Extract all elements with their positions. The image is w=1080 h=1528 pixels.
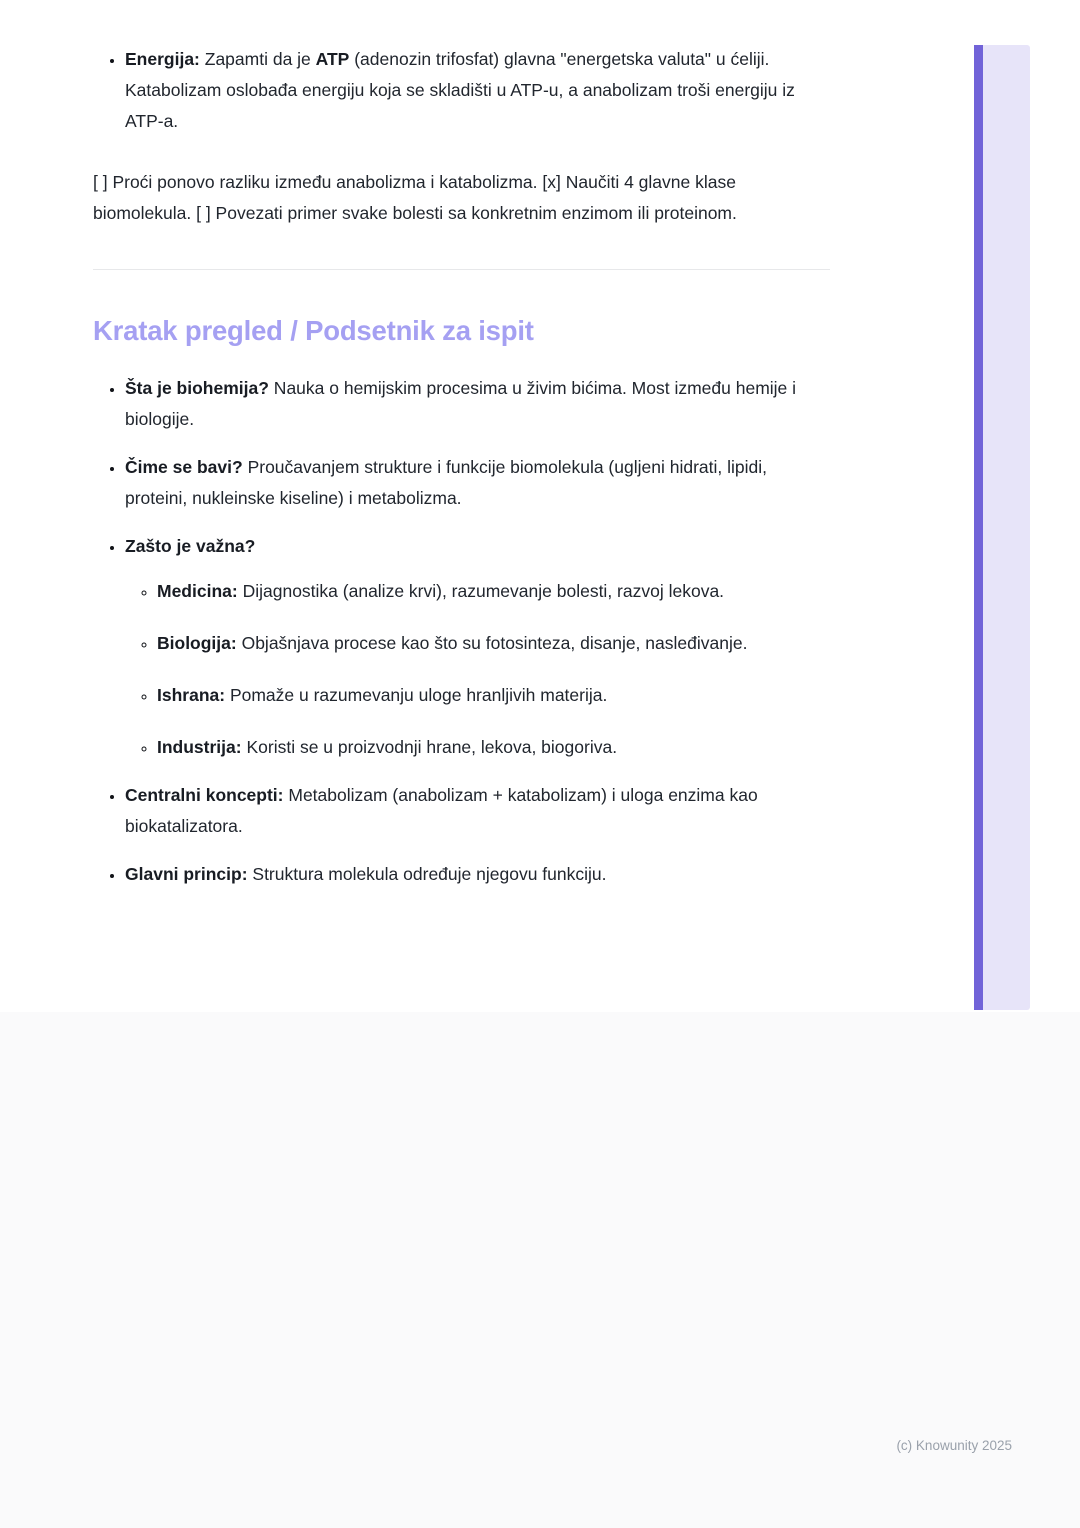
page-edge-accent-dark bbox=[974, 45, 983, 1010]
list-item-cime-se-bavi: • Čime se bavi? Proučavanjem strukture i funkcije biomolekula (ugljeni hidrati, lipidi, proteini, nukleinske kiseline) i metabolizma. bbox=[125, 452, 830, 514]
list-item-sta-je-biohemija: • Šta je biohemija? Nauka o hemijskim procesima u živim bićima. Most između hemije i biologije. bbox=[125, 373, 830, 435]
page-edge-accent-light bbox=[983, 45, 1030, 1010]
copyright-footer: (c) Knowunity 2025 bbox=[896, 1438, 1012, 1453]
sub-item-ishrana: ◦ Ishrana: Pomaže u razumevanju uloge hranljivih materija. bbox=[157, 680, 830, 711]
list-item-energija: • Energija: Zapamti da je ATP (adenozin trifosfat) glavna "energetska valuta" u ćeliji. Katabolizam oslobađa energiju koja se skladišti u ATP-u, a anabolizam troši energiju iz ATP-a. bbox=[125, 44, 830, 137]
sub-item-medicina: ◦ Medicina: Dijagnostika (analize krvi), razumevanje bolesti, razvoj lekova. bbox=[157, 576, 830, 607]
intro-bullet-list bbox=[93, 44, 830, 137]
sub-item-biologija: ◦ Biologija: Objašnjava procese kao što su fotosinteza, disanje, nasleđivanje. bbox=[157, 628, 830, 659]
todo-checklist-paragraph: [ ] Proći ponovo razliku između anabolizma i katabolizma. [x] Naučiti 4 glavne klase biomolekula. [ ] Povezati primer svake bolesti sa konkretnim enzimom ili proteinom. bbox=[93, 171, 737, 223]
sub-item-industrija: ◦ Industrija: Koristi se u proizvodnji hrane, lekova, biogoriva. bbox=[157, 732, 830, 763]
importance-sub-list bbox=[125, 576, 830, 763]
list-item-centralni-koncepti: • Centralni koncepti: Metabolizam (anabolizam + katabolizam) i uloga enzima kao biokatalizatora. bbox=[125, 780, 830, 842]
section-heading: Kratak pregled / Podsetnik za ispit bbox=[93, 314, 534, 346]
summary-bullet-list bbox=[93, 373, 830, 890]
document-content bbox=[93, 44, 830, 906]
term-energija: Energija: bbox=[125, 49, 200, 69]
section-divider bbox=[93, 269, 830, 270]
term-atp: ATP bbox=[315, 49, 350, 69]
list-item-zasto-je-vazna: • Zašto je važna? ◦ Medicina: Dijagnostika (analize krvi), razumevanje bolesti, razvoj lekova. ◦ Biologija: Objašnjava procese kao što su fotosinteza, disanje, nasleđivanje. ◦ Ishrana: Pomaže u razumevanju uloge hranljivih materija. ◦ Industrija: Koristi se u proizvodnji hrane, lekova, biogoriva. bbox=[125, 531, 830, 763]
list-item-glavni-princip: • Glavni princip: Struktura molekula određuje njegovu funkciju. bbox=[125, 859, 830, 890]
